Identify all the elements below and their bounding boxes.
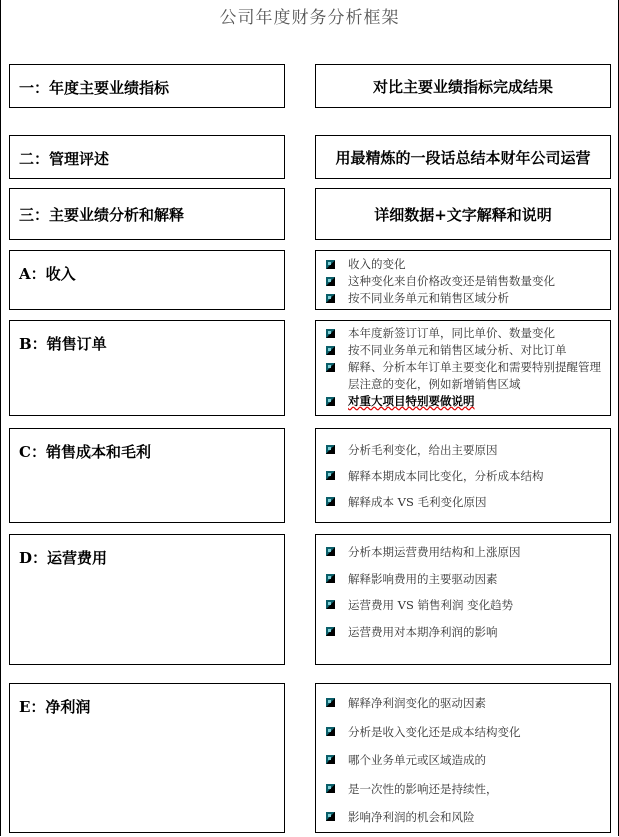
bullet-icon — [326, 471, 335, 480]
bullet-icon — [326, 812, 335, 821]
list-item: 解释影响费用的主要驱动因素 — [324, 566, 604, 593]
bullet-icon — [326, 547, 335, 556]
section-opex-box — [9, 534, 285, 665]
bullet-icon — [326, 574, 335, 583]
list-item: 运营费用对本期净利润的影响 — [324, 619, 604, 646]
row-3-left-label: 三：主要业绩分析和解释 — [19, 206, 185, 224]
bullet-icon — [326, 277, 335, 286]
list-item: 分析本期运营费用结构和上涨原因 — [324, 539, 604, 566]
section-orders-label: B：销售订单 — [19, 335, 107, 353]
list-item: 这种变化来自价格改变还是销售数量变化 — [324, 273, 604, 290]
list-item: 影响净利润的机会和风险 — [324, 803, 604, 832]
section-orders-box — [9, 320, 285, 416]
bullet-icon — [326, 698, 335, 707]
bullet-icon — [326, 784, 335, 793]
bullet-icon — [326, 363, 335, 372]
bullet-icon — [326, 727, 335, 736]
row-2-right: 用最精炼的一段话总结本财年公司运营 — [315, 135, 611, 179]
list-item: 按不同业务单元和销售区域分析、对比订单 — [324, 342, 604, 359]
list-item: 按不同业务单元和销售区域分析 — [324, 290, 604, 307]
section-orders-details — [315, 320, 611, 416]
list-item: 解释、分析本年订单主要变化和需要特别提醒管理层注意的变化，例如新增销售区域 — [324, 359, 604, 393]
row-3-left — [9, 188, 285, 240]
row-2-left — [9, 135, 285, 179]
list-item: 对重大项目特别要做说明 — [324, 393, 604, 410]
section-profit-box — [9, 683, 285, 833]
row-1-right: 对比主要业绩指标完成结果 — [315, 64, 611, 108]
bullet-icon — [326, 627, 335, 636]
list-item: 分析毛利变化，给出主要原因 — [324, 437, 604, 463]
section-opex-details — [315, 534, 611, 665]
row-1-left-label: 一：年度主要业绩指标 — [19, 79, 170, 97]
page-title: 公司年度财务分析框架 — [219, 8, 400, 28]
list-item: 收入的变化 — [324, 256, 604, 273]
bullet-icon — [326, 329, 335, 338]
bullet-icon — [326, 445, 335, 454]
section-cost-details — [315, 428, 611, 523]
list-item: 运营费用 VS 销售利润 变化趋势 — [324, 592, 604, 619]
bullet-icon — [326, 346, 335, 355]
section-cost-label: C：销售成本和毛利 — [19, 443, 151, 461]
list-item: 本年度新签订订单，同比单价、数量变化 — [324, 325, 604, 342]
list-item: 解释本期成本同比变化，分析成本结构 — [324, 463, 604, 489]
section-revenue-label: A：收入 — [19, 265, 76, 283]
list-item: 解释净利润变化的驱动因素 — [324, 689, 604, 718]
row-2-left-label: 二：管理评述 — [19, 150, 110, 168]
bullet-icon — [326, 600, 335, 609]
section-opex-label: D：运营费用 — [19, 549, 108, 567]
bullet-icon — [326, 294, 335, 303]
section-profit-details — [315, 683, 611, 833]
list-item: 分析是收入变化还是成本结构变化 — [324, 718, 604, 747]
section-revenue-box — [9, 250, 285, 310]
section-cost-box — [9, 428, 285, 523]
bullet-icon — [326, 260, 335, 269]
bullet-icon — [326, 497, 335, 506]
section-revenue-details — [315, 250, 611, 310]
row-1-left — [9, 64, 285, 108]
section-profit-label: E：净利润 — [19, 698, 91, 716]
list-item: 哪个业务单元或区域造成的 — [324, 746, 604, 775]
bullet-icon — [326, 755, 335, 764]
bullet-icon — [326, 397, 335, 406]
list-item: 是一次性的影响还是持续性， — [324, 775, 604, 804]
list-item: 解释成本 VS 毛利变化原因 — [324, 489, 604, 515]
row-3-right: 详细数据+文字解释和说明 — [315, 188, 611, 240]
